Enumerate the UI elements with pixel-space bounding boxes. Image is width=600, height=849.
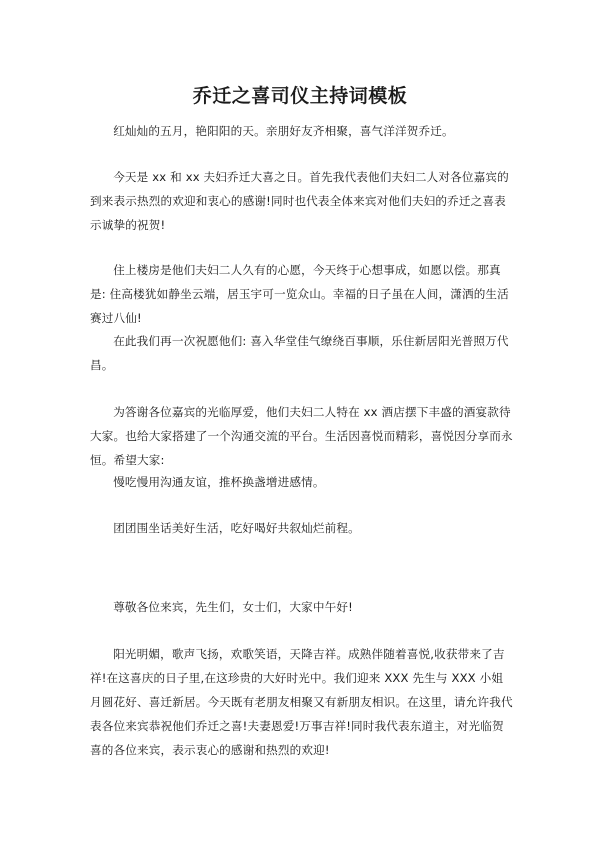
document-title: 乔迁之喜司仪主持词模板 <box>192 85 408 107</box>
paragraph-8: 尊敬各位来宾，先生们，女士们，大家中午好! <box>113 600 353 614</box>
paragraph-2: 今天是 xx 和 xx 夫妇乔迁大喜之日。首先我代表他们夫妇二人对各位嘉宾的到来表示热烈的欢迎和衷心的感谢!同时也代表全体来宾对他们夫妇的乔迁之喜表示诚挚的祝贺! <box>90 170 509 232</box>
paragraph-5: 为答谢各位嘉宾的光临厚爱，他们夫妇二人特在 xx 酒店摆下丰盛的酒宴款待大家。也给大家搭建了一个沟通交流的平台。生活因喜悦而精彩，喜悦因分享而永恒。希望大家: <box>90 405 513 467</box>
paragraph-6: 慢吃慢用沟通友谊，推杯换盏增进感情。 <box>113 475 325 489</box>
paragraph-9: 阳光明媚，歌声飞扬，欢歌笑语，天降吉祥。成熟伴随着喜悦,收获带来了吉祥!在这喜庆的日子里,在这珍贵的大好时光中。我们迎来 XXX 先生与 XXX 小姐月圆花好、喜迁新居。今天既有老朋友相聚又有新朋友相识。在这里，请允许我代表各位来宾恭祝他们乔迁之喜!夫妻恩爱!万事吉祥!同时我代表东道主，对光临贺喜的各位来宾，表示衷心的感谢和热烈的欢迎! <box>90 647 513 757</box>
paragraph-4: 在此我们再一次祝愿他们: 喜入华堂佳气缭绕百事顺，乐住新居阳光普照万代昌。 <box>90 334 509 372</box>
paragraph-1: 红灿灿的五月，艳阳阳的天。亲朋好友齐相聚，喜气洋洋贺乔迁。 <box>113 124 454 138</box>
paragraph-7: 团团围坐话美好生活，吃好喝好共叙灿烂前程。 <box>113 521 360 535</box>
paragraph-3: 住上楼房是他们夫妇二人久有的心愿，今天终于心想事成，如愿以偿。那真是: 住高楼犹如静坐云端，居玉宇可一览众山。幸福的日子虽在人间，潇洒的生活赛过八仙! <box>90 263 509 325</box>
